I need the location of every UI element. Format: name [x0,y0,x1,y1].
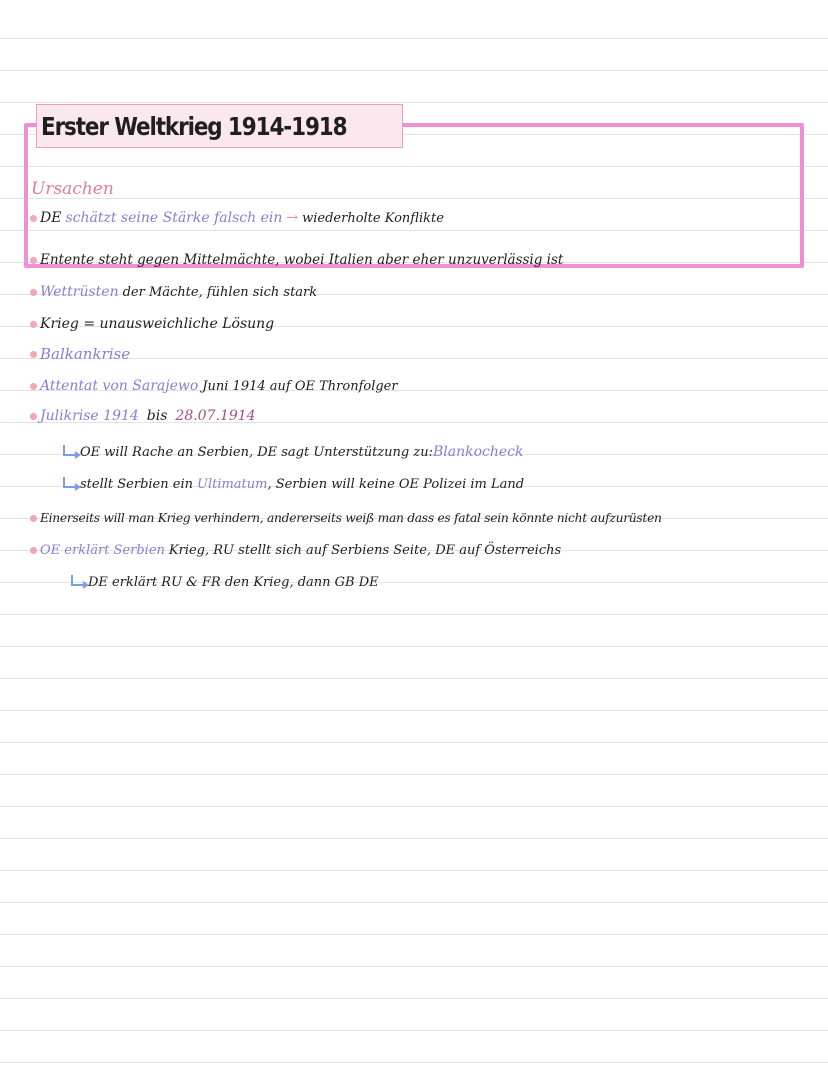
note-highlight: Balkankrise [40,345,131,363]
bullet-icon [30,215,37,222]
note-line-9 [63,473,524,495]
section-heading: Ursachen [31,179,114,199]
note-line-5 [30,343,130,365]
bullet-icon [30,321,37,328]
bullet-icon [30,257,37,264]
note-line-10 [30,507,662,529]
note-text: Einerseits will man Krieg verhindern, andererseits weiß man dass es fatal sein könnte nicht aufzurüsten [40,511,662,525]
sub-arrow-icon [63,477,76,488]
note-line-11 [30,539,561,561]
note-highlight: Wettrüsten [40,284,119,300]
note-text: wiederholte Konflikte [302,210,444,226]
bullet-icon [30,413,37,420]
note-highlight: Julikrise 1914 [40,408,139,424]
sub-arrow-icon [71,575,84,586]
note-text: bis [146,408,168,424]
note-text: Entente steht gegen Mittelmächte, wobei Italien aber eher unzuverlässig ist [40,252,564,268]
note-line-7 [30,405,256,427]
note-text: Krieg = unausweichliche Lösung [40,316,275,332]
note-text: DE [40,210,62,226]
bullet-icon [30,547,37,554]
bullet-icon [30,289,37,296]
bullet-icon [30,351,37,358]
note-highlight: Attentat von Sarajewo [40,378,199,394]
note-highlight: Ultimatum [196,476,268,492]
page-title: Erster Weltkrieg 1914-1918 [41,111,347,141]
note-highlight: Blankocheck [432,444,524,460]
note-text: , Serbien will keine OE Polizei im Land [267,476,525,492]
note-line-3 [30,281,317,303]
note-text: DE erklärt RU & FR den Krieg, dann GB DE [88,574,379,590]
note-line-8 [63,441,523,463]
note-line-1 [30,207,444,229]
note-highlight: schätzt seine Stärke falsch ein [65,210,283,226]
note-text: stellt Serbien ein [80,476,193,492]
note-text: der Mächte, fühlen sich stark [122,284,318,300]
bullet-icon [30,383,37,390]
date-text: 28.07.1914 [175,408,256,424]
sub-arrow-icon [63,445,76,456]
arrow-text: → [286,210,299,226]
note-line-6 [30,375,398,397]
note-text: Juni 1914 auf OE Thronfolger [202,378,398,394]
note-line-4 [30,313,274,335]
note-line-12 [71,571,379,593]
note-line-2 [30,249,563,271]
title-box [36,104,403,148]
note-text: OE will Rache an Serbien, DE sagt Unterstützung zu: [80,444,433,460]
note-highlight: OE erklärt Serbien [40,542,165,558]
note-text: Krieg, RU stellt sich auf Serbiens Seite, DE auf Österreichs [168,542,562,558]
bullet-icon [30,515,37,522]
